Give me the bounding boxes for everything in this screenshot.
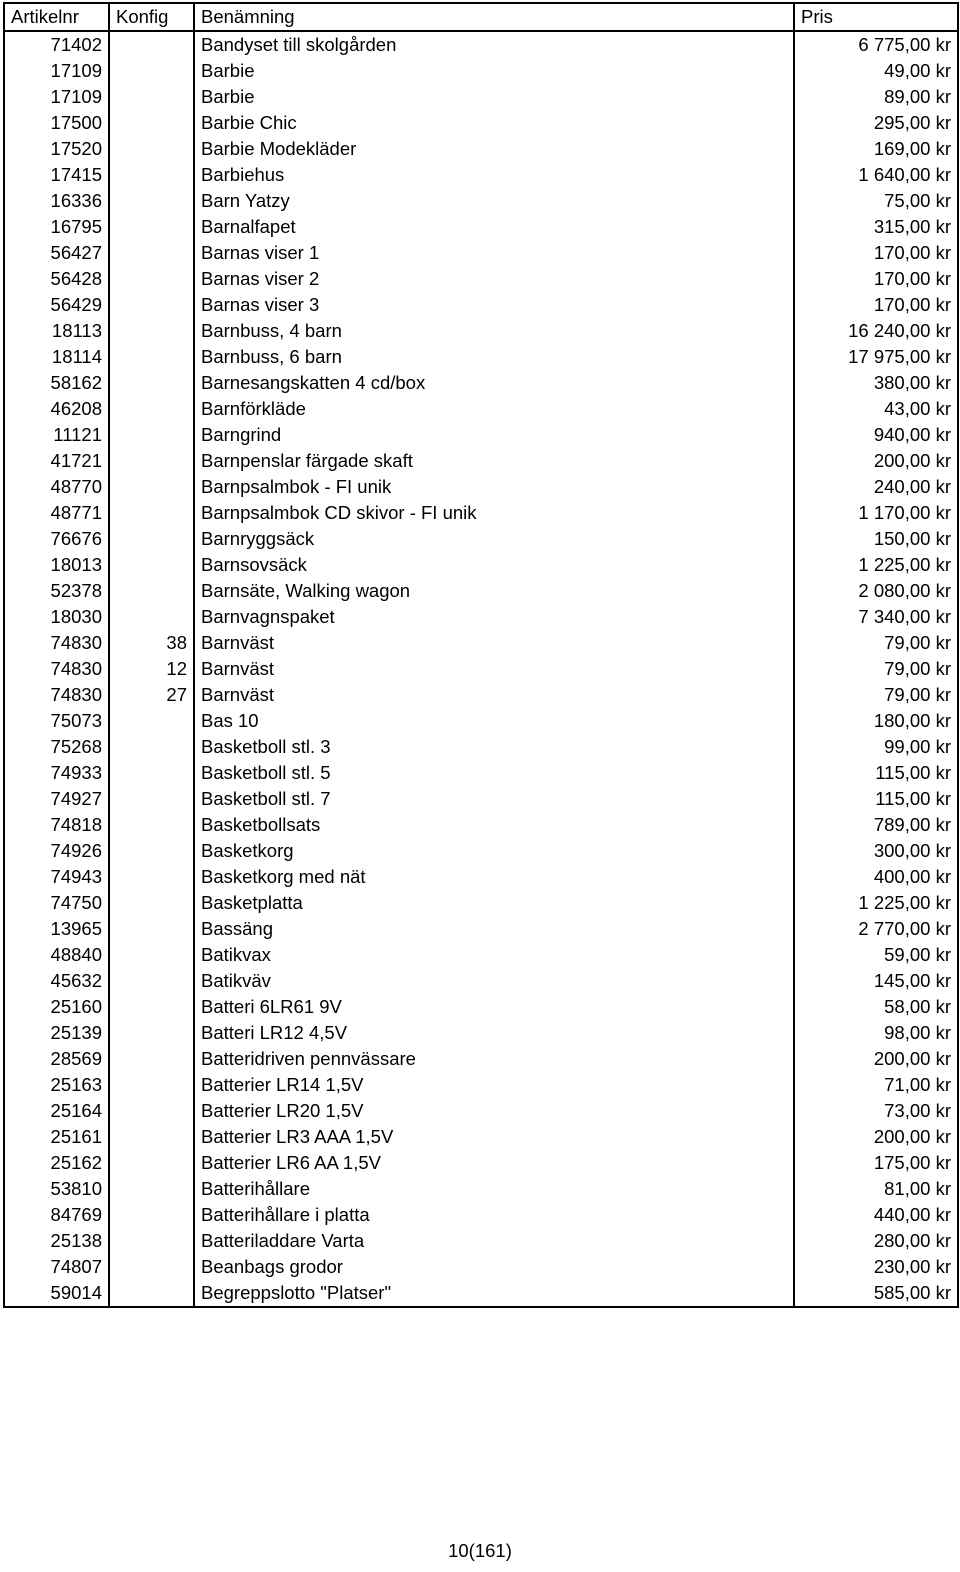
cell-konfig <box>109 448 194 474</box>
table-row <box>4 266 958 292</box>
cell-artikelnr: 71402 <box>4 31 109 58</box>
column-header-konfig: Konfig <box>109 3 194 31</box>
table-row <box>4 734 958 760</box>
cell-artikelnr: 74933 <box>4 760 109 786</box>
cell-konfig <box>109 474 194 500</box>
table-row <box>4 422 958 448</box>
cell-konfig <box>109 292 194 318</box>
table-row <box>4 838 958 864</box>
cell-pris: 300,00 kr <box>794 838 958 864</box>
cell-konfig <box>109 1124 194 1150</box>
table-row <box>4 1150 958 1176</box>
cell-artikelnr: 25162 <box>4 1150 109 1176</box>
table-row <box>4 136 958 162</box>
column-header-artikelnr: Artikelnr <box>4 3 109 31</box>
cell-pris: 75,00 kr <box>794 188 958 214</box>
cell-pris: 59,00 kr <box>794 942 958 968</box>
table-row <box>4 240 958 266</box>
price-list-sheet <box>3 2 957 1308</box>
cell-pris: 115,00 kr <box>794 786 958 812</box>
table-row <box>4 500 958 526</box>
cell-pris: 1 170,00 kr <box>794 500 958 526</box>
cell-artikelnr: 18113 <box>4 318 109 344</box>
cell-konfig: 27 <box>109 682 194 708</box>
cell-benamning: Barnryggsäck <box>194 526 794 552</box>
cell-konfig <box>109 58 194 84</box>
table-body <box>4 31 958 1307</box>
table-row <box>4 162 958 188</box>
cell-benamning: Barn Yatzy <box>194 188 794 214</box>
table-row <box>4 396 958 422</box>
cell-benamning: Batteri LR12 4,5V <box>194 1020 794 1046</box>
cell-benamning: Bas 10 <box>194 708 794 734</box>
cell-artikelnr: 56429 <box>4 292 109 318</box>
cell-artikelnr: 41721 <box>4 448 109 474</box>
cell-benamning: Barbie Modekläder <box>194 136 794 162</box>
cell-pris: 585,00 kr <box>794 1280 958 1307</box>
cell-benamning: Batterier LR6 AA 1,5V <box>194 1150 794 1176</box>
cell-konfig <box>109 396 194 422</box>
cell-pris: 230,00 kr <box>794 1254 958 1280</box>
table-row <box>4 682 958 708</box>
cell-artikelnr: 25163 <box>4 1072 109 1098</box>
table-row <box>4 942 958 968</box>
cell-konfig <box>109 838 194 864</box>
cell-benamning: Basketboll stl. 7 <box>194 786 794 812</box>
cell-artikelnr: 76676 <box>4 526 109 552</box>
table-row <box>4 552 958 578</box>
cell-benamning: Barnpsalmbok - FI unik <box>194 474 794 500</box>
cell-artikelnr: 17415 <box>4 162 109 188</box>
cell-pris: 1 225,00 kr <box>794 890 958 916</box>
cell-pris: 58,00 kr <box>794 994 958 1020</box>
cell-pris: 170,00 kr <box>794 292 958 318</box>
cell-konfig <box>109 552 194 578</box>
cell-artikelnr: 74926 <box>4 838 109 864</box>
cell-benamning: Basketkorg med nät <box>194 864 794 890</box>
cell-artikelnr: 25160 <box>4 994 109 1020</box>
table-row <box>4 760 958 786</box>
table-row <box>4 994 958 1020</box>
cell-artikelnr: 17520 <box>4 136 109 162</box>
cell-konfig <box>109 994 194 1020</box>
column-header-pris: Pris <box>794 3 958 31</box>
cell-benamning: Basketkorg <box>194 838 794 864</box>
cell-konfig <box>109 708 194 734</box>
cell-konfig <box>109 1046 194 1072</box>
cell-artikelnr: 17109 <box>4 58 109 84</box>
table-row <box>4 214 958 240</box>
cell-konfig <box>109 1280 194 1307</box>
cell-konfig <box>109 578 194 604</box>
cell-benamning: Basketboll stl. 5 <box>194 760 794 786</box>
table-row <box>4 1072 958 1098</box>
cell-benamning: Barnalfapet <box>194 214 794 240</box>
cell-konfig <box>109 734 194 760</box>
table-row <box>4 578 958 604</box>
cell-artikelnr: 17109 <box>4 84 109 110</box>
cell-benamning: Batikvax <box>194 942 794 968</box>
cell-pris: 79,00 kr <box>794 630 958 656</box>
cell-konfig <box>109 1254 194 1280</box>
table-row <box>4 318 958 344</box>
cell-benamning: Barbie <box>194 84 794 110</box>
table-header-row <box>4 3 958 31</box>
cell-konfig <box>109 110 194 136</box>
table-row <box>4 708 958 734</box>
table-row <box>4 1202 958 1228</box>
cell-benamning: Barnförkläde <box>194 396 794 422</box>
cell-konfig <box>109 1228 194 1254</box>
cell-benamning: Bandyset till skolgården <box>194 31 794 58</box>
cell-benamning: Barbie <box>194 58 794 84</box>
table-row <box>4 31 958 58</box>
table-row <box>4 58 958 84</box>
cell-pris: 789,00 kr <box>794 812 958 838</box>
cell-artikelnr: 74927 <box>4 786 109 812</box>
cell-artikelnr: 18013 <box>4 552 109 578</box>
cell-artikelnr: 75268 <box>4 734 109 760</box>
table-row <box>4 656 958 682</box>
cell-benamning: Batterier LR14 1,5V <box>194 1072 794 1098</box>
cell-konfig <box>109 500 194 526</box>
cell-pris: 49,00 kr <box>794 58 958 84</box>
cell-pris: 17 975,00 kr <box>794 344 958 370</box>
cell-artikelnr: 11121 <box>4 422 109 448</box>
cell-benamning: Batterihållare <box>194 1176 794 1202</box>
cell-pris: 145,00 kr <box>794 968 958 994</box>
cell-artikelnr: 18030 <box>4 604 109 630</box>
table-row <box>4 344 958 370</box>
table-row <box>4 890 958 916</box>
cell-konfig <box>109 1072 194 1098</box>
cell-pris: 400,00 kr <box>794 864 958 890</box>
cell-pris: 43,00 kr <box>794 396 958 422</box>
column-header-benamning: Benämning <box>194 3 794 31</box>
cell-benamning: Barnesangskatten 4 cd/box <box>194 370 794 396</box>
cell-konfig <box>109 942 194 968</box>
cell-konfig <box>109 344 194 370</box>
cell-pris: 240,00 kr <box>794 474 958 500</box>
cell-pris: 200,00 kr <box>794 1124 958 1150</box>
cell-benamning: Batteriladdare Varta <box>194 1228 794 1254</box>
cell-benamning: Basketplatta <box>194 890 794 916</box>
table-row <box>4 1046 958 1072</box>
cell-konfig <box>109 890 194 916</box>
cell-benamning: Barnas viser 3 <box>194 292 794 318</box>
cell-konfig <box>109 604 194 630</box>
cell-konfig <box>109 1176 194 1202</box>
table-row <box>4 1280 958 1307</box>
cell-benamning: Barnbuss, 6 barn <box>194 344 794 370</box>
cell-konfig <box>109 864 194 890</box>
cell-konfig <box>109 240 194 266</box>
cell-artikelnr: 52378 <box>4 578 109 604</box>
cell-benamning: Batikväv <box>194 968 794 994</box>
cell-artikelnr: 74818 <box>4 812 109 838</box>
table-row <box>4 1124 958 1150</box>
cell-pris: 7 340,00 kr <box>794 604 958 630</box>
cell-artikelnr: 53810 <box>4 1176 109 1202</box>
cell-pris: 200,00 kr <box>794 1046 958 1072</box>
cell-benamning: Batterier LR20 1,5V <box>194 1098 794 1124</box>
cell-pris: 79,00 kr <box>794 656 958 682</box>
cell-konfig <box>109 84 194 110</box>
cell-artikelnr: 46208 <box>4 396 109 422</box>
cell-artikelnr: 58162 <box>4 370 109 396</box>
cell-benamning: Batterihållare i platta <box>194 1202 794 1228</box>
cell-benamning: Barnväst <box>194 630 794 656</box>
cell-artikelnr: 84769 <box>4 1202 109 1228</box>
cell-pris: 280,00 kr <box>794 1228 958 1254</box>
table-row <box>4 1228 958 1254</box>
cell-benamning: Batterier LR3 AAA 1,5V <box>194 1124 794 1150</box>
cell-artikelnr: 25164 <box>4 1098 109 1124</box>
cell-benamning: Barngrind <box>194 422 794 448</box>
table-row <box>4 84 958 110</box>
table-row <box>4 1254 958 1280</box>
cell-pris: 6 775,00 kr <box>794 31 958 58</box>
cell-konfig <box>109 1150 194 1176</box>
cell-benamning: Basketbollsats <box>194 812 794 838</box>
cell-pris: 180,00 kr <box>794 708 958 734</box>
cell-artikelnr: 25161 <box>4 1124 109 1150</box>
cell-artikelnr: 48770 <box>4 474 109 500</box>
cell-artikelnr: 18114 <box>4 344 109 370</box>
cell-pris: 175,00 kr <box>794 1150 958 1176</box>
cell-artikelnr: 74807 <box>4 1254 109 1280</box>
cell-konfig <box>109 162 194 188</box>
cell-artikelnr: 13965 <box>4 916 109 942</box>
cell-konfig <box>109 526 194 552</box>
cell-artikelnr: 74830 <box>4 656 109 682</box>
cell-konfig <box>109 1020 194 1046</box>
cell-konfig: 38 <box>109 630 194 656</box>
cell-pris: 200,00 kr <box>794 448 958 474</box>
cell-benamning: Barbiehus <box>194 162 794 188</box>
cell-artikelnr: 56427 <box>4 240 109 266</box>
page-number: 10(161) <box>448 1540 512 1561</box>
cell-pris: 115,00 kr <box>794 760 958 786</box>
cell-pris: 89,00 kr <box>794 84 958 110</box>
table-row <box>4 1176 958 1202</box>
cell-benamning: Barnas viser 1 <box>194 240 794 266</box>
table-row <box>4 188 958 214</box>
table-row <box>4 812 958 838</box>
cell-pris: 150,00 kr <box>794 526 958 552</box>
cell-artikelnr: 45632 <box>4 968 109 994</box>
cell-pris: 315,00 kr <box>794 214 958 240</box>
cell-konfig <box>109 1098 194 1124</box>
table-row <box>4 370 958 396</box>
cell-artikelnr: 16336 <box>4 188 109 214</box>
cell-konfig <box>109 968 194 994</box>
cell-konfig <box>109 370 194 396</box>
cell-konfig <box>109 760 194 786</box>
cell-pris: 16 240,00 kr <box>794 318 958 344</box>
cell-benamning: Barnpenslar färgade skaft <box>194 448 794 474</box>
cell-konfig <box>109 266 194 292</box>
cell-pris: 380,00 kr <box>794 370 958 396</box>
cell-konfig <box>109 812 194 838</box>
cell-pris: 99,00 kr <box>794 734 958 760</box>
cell-artikelnr: 25139 <box>4 1020 109 1046</box>
cell-artikelnr: 48840 <box>4 942 109 968</box>
table-row <box>4 474 958 500</box>
table-row <box>4 864 958 890</box>
table-row <box>4 968 958 994</box>
cell-konfig <box>109 318 194 344</box>
cell-konfig <box>109 188 194 214</box>
cell-benamning: Bassäng <box>194 916 794 942</box>
cell-artikelnr: 74943 <box>4 864 109 890</box>
table-row <box>4 292 958 318</box>
cell-pris: 73,00 kr <box>794 1098 958 1124</box>
cell-benamning: Barnsovsäck <box>194 552 794 578</box>
cell-benamning: Basketboll stl. 3 <box>194 734 794 760</box>
cell-benamning: Barnpsalmbok CD skivor - FI unik <box>194 500 794 526</box>
cell-pris: 81,00 kr <box>794 1176 958 1202</box>
cell-artikelnr: 16795 <box>4 214 109 240</box>
table-row <box>4 448 958 474</box>
table-row <box>4 604 958 630</box>
cell-pris: 940,00 kr <box>794 422 958 448</box>
cell-artikelnr: 56428 <box>4 266 109 292</box>
cell-benamning: Beanbags grodor <box>194 1254 794 1280</box>
cell-benamning: Barnsäte, Walking wagon <box>194 578 794 604</box>
cell-artikelnr: 75073 <box>4 708 109 734</box>
table-row <box>4 786 958 812</box>
cell-konfig <box>109 916 194 942</box>
cell-pris: 71,00 kr <box>794 1072 958 1098</box>
cell-benamning: Barnas viser 2 <box>194 266 794 292</box>
cell-konfig <box>109 1202 194 1228</box>
cell-pris: 440,00 kr <box>794 1202 958 1228</box>
cell-benamning: Batteridriven pennvässare <box>194 1046 794 1072</box>
table-row <box>4 916 958 942</box>
cell-konfig <box>109 422 194 448</box>
table-row <box>4 110 958 136</box>
cell-pris: 79,00 kr <box>794 682 958 708</box>
cell-konfig <box>109 31 194 58</box>
cell-benamning: Barnväst <box>194 682 794 708</box>
cell-pris: 2 080,00 kr <box>794 578 958 604</box>
table-row <box>4 1098 958 1124</box>
cell-konfig: 12 <box>109 656 194 682</box>
cell-konfig <box>109 136 194 162</box>
cell-artikelnr: 59014 <box>4 1280 109 1307</box>
cell-pris: 2 770,00 kr <box>794 916 958 942</box>
cell-benamning: Begreppslotto "Platser" <box>194 1280 794 1307</box>
cell-artikelnr: 48771 <box>4 500 109 526</box>
cell-artikelnr: 17500 <box>4 110 109 136</box>
cell-konfig <box>109 786 194 812</box>
cell-artikelnr: 74830 <box>4 682 109 708</box>
cell-artikelnr: 74830 <box>4 630 109 656</box>
cell-benamning: Barnbuss, 4 barn <box>194 318 794 344</box>
cell-pris: 170,00 kr <box>794 240 958 266</box>
cell-benamning: Barnvagnspaket <box>194 604 794 630</box>
cell-konfig <box>109 214 194 240</box>
cell-pris: 1 225,00 kr <box>794 552 958 578</box>
table-row <box>4 1020 958 1046</box>
cell-benamning: Batteri 6LR61 9V <box>194 994 794 1020</box>
cell-pris: 98,00 kr <box>794 1020 958 1046</box>
cell-artikelnr: 25138 <box>4 1228 109 1254</box>
cell-pris: 1 640,00 kr <box>794 162 958 188</box>
cell-benamning: Barnväst <box>194 656 794 682</box>
cell-pris: 170,00 kr <box>794 266 958 292</box>
price-table <box>3 2 959 1308</box>
cell-pris: 295,00 kr <box>794 110 958 136</box>
cell-artikelnr: 28569 <box>4 1046 109 1072</box>
cell-benamning: Barbie Chic <box>194 110 794 136</box>
table-row <box>4 630 958 656</box>
table-row <box>4 526 958 552</box>
cell-artikelnr: 74750 <box>4 890 109 916</box>
cell-pris: 169,00 kr <box>794 136 958 162</box>
